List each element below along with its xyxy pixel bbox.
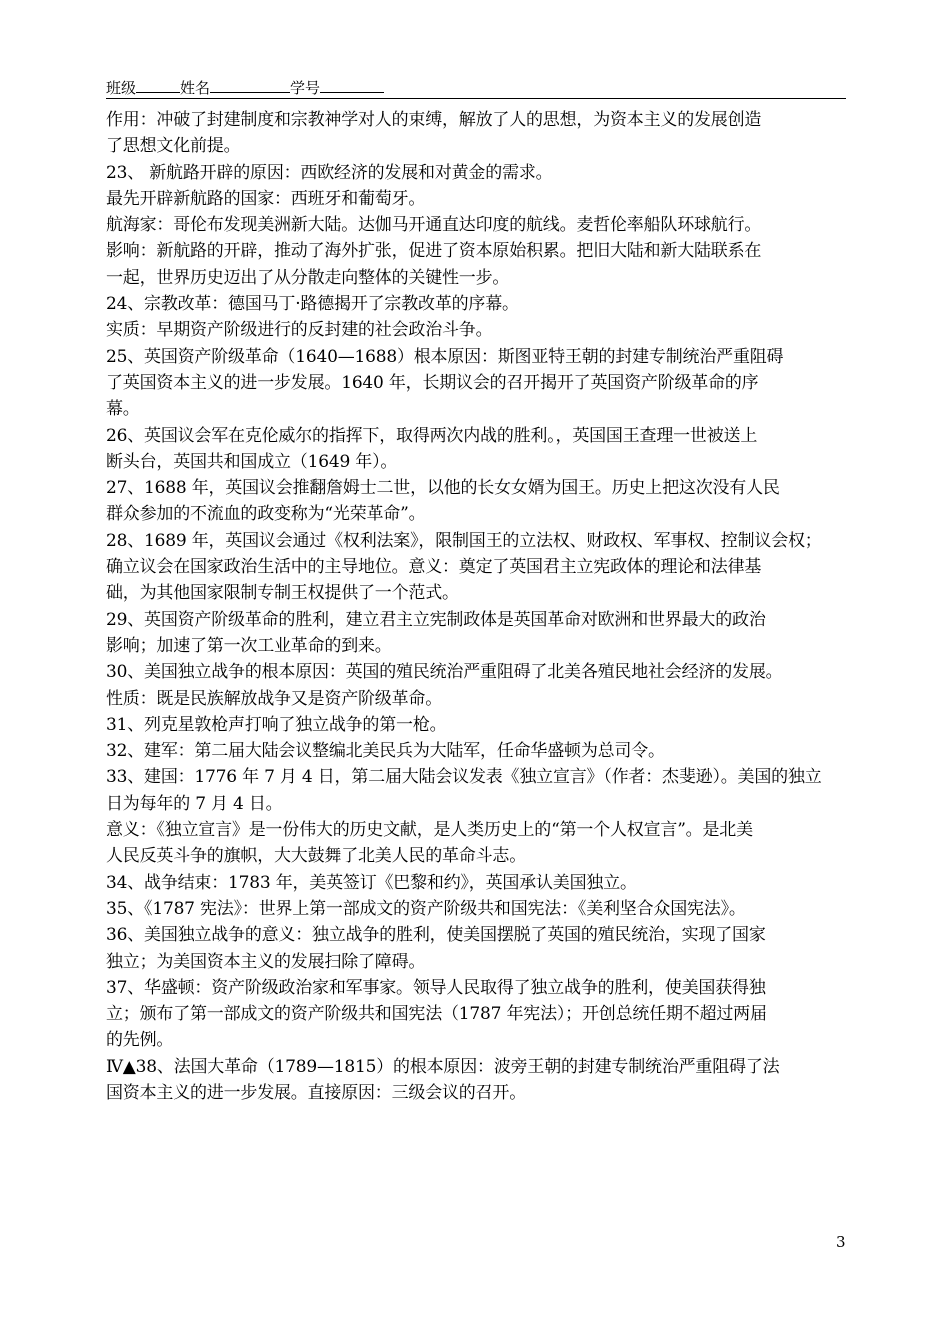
text-line: 性质：既是民族解放战争又是资产阶级革命。: [106, 688, 442, 709]
text-line: 幕。: [106, 399, 140, 420]
text-line: 的先例。: [106, 1030, 174, 1051]
text-line: 影响；加速了第一次工业革命的到来。: [106, 635, 392, 656]
page-header: [106, 78, 846, 99]
text-line: 实质：早期资产阶级进行的反封建的社会政治斗争。: [106, 320, 493, 341]
text-line: 础，为其他国家限制专制王权提供了一个范式。: [106, 583, 459, 604]
text-line: 日为每年的 7 月 4 日。: [106, 793, 283, 814]
text-line: 31、列克星敦枪声打响了独立战争的第一枪。: [106, 714, 447, 735]
text-line: 25、英国资产阶级革命（1640—1688）根本原因：斯图亚特王朝的封建专制统治严重阻碍: [106, 346, 784, 367]
text-line: 最先开辟新航路的国家：西班牙和葡萄牙。: [106, 188, 426, 209]
text-line: 32、建军：第二届大陆会议整编北美民兵为大陆军，任命华盛顿为总司令。: [106, 741, 665, 762]
id-blank: [320, 78, 384, 93]
text-line: 34、战争结束：1783 年，美英签订《巴黎和约》，英国承认美国独立。: [106, 872, 637, 893]
text-line: 30、美国独立战争的根本原因：英国的殖民统治严重阻碍了北美各殖民地社会经济的发展。: [106, 662, 783, 683]
text-line: 群众参加的不流血的政变称为“光荣革命”。: [106, 504, 426, 525]
text-line: 23、 新航路开辟的原因：西欧经济的发展和对黄金的需求。: [106, 162, 553, 183]
text-line: 独立；为美国资本主义的发展扫除了障碍。: [106, 951, 426, 972]
text-line: 立；颁布了第一部成文的资产阶级共和国宪法（1787 年宪法）；开创总统任期不超过两届: [106, 1004, 767, 1025]
text-line: 33、建国：1776 年 7 月 4 日，第二届大陆会议发表《独立宣言》（作者：杰斐逊）。美国的独立: [106, 767, 822, 788]
id-label: 学号: [290, 79, 321, 97]
text-line: 28、1689 年，英国议会通过《权利法案》，限制国王的立法权、财政权、军事权、控制议会权；: [106, 530, 822, 551]
text-line: 36、美国独立战争的意义：独立战争的胜利，使美国摆脱了英国的殖民统治，实现了国家: [106, 925, 766, 946]
class-label: 班级: [106, 79, 137, 97]
text-line: 作用：冲破了封建制度和宗教神学对人的束缚，解放了人的思想，为资本主义的发展创造: [106, 110, 762, 130]
text-line: 了英国资本主义的进一步发展。1640 年，长期议会的召开揭开了英国资产阶级革命的序: [106, 372, 759, 393]
text-line: 航海家：哥伦布发现美洲新大陆。达伽马开通直达印度的航线。麦哲伦率船队环球航行。: [106, 215, 762, 236]
text-line: 一起，世界历史迈出了从分散走向整体的关键性一步。: [106, 267, 510, 288]
name-label: 姓名: [180, 79, 211, 97]
text-line: Ⅳ▲38、法国大革命（1789—1815）的根本原因：波旁王朝的封建专制统治严重阻碍了法: [106, 1056, 780, 1077]
text-line: 26、英国议会军在克伦威尔的指挥下，取得两次内战的胜利。，英国国王查理一世被送上: [106, 425, 758, 446]
text-line: 意义：《独立宣言》是一份伟大的历史文献，是人类历史上的“第一个人权宣言”。是北美: [106, 820, 753, 841]
document-body: [106, 107, 854, 1106]
text-line: 27、1688 年，英国议会推翻詹姆士二世，以他的长女女婿为国王。历史上把这次没有人民: [106, 478, 780, 499]
text-line: 37、华盛顿：资产阶级政治家和军事家。领导人民取得了独立战争的胜利，使美国获得独: [106, 977, 766, 998]
text-line: 35、《1787 宪法》：世界上第一部成文的资产阶级共和国宪法：《美利坚合众国宪法》。: [106, 898, 746, 919]
text-line: 断头台，英国共和国成立（1649 年）。: [106, 451, 398, 472]
text-line: 确立议会在国家政治生活中的主导地位。意义：奠定了英国君主立宪政体的理论和法律基: [106, 557, 762, 578]
text-line: 人民反英斗争的旗帜，大大鼓舞了北美人民的革命斗志。: [106, 846, 526, 867]
text-line: 24、宗教改革：德国马丁·路德揭开了宗教改革的序幕。: [106, 294, 519, 315]
text-line: 国资本主义的进一步发展。直接原因：三级会议的召开。: [106, 1082, 526, 1103]
page-number: 3: [836, 1233, 846, 1251]
class-blank: [136, 78, 180, 93]
text-line: 29、英国资产阶级革命的胜利，建立君主立宪制政体是英国革命对欧洲和世界最大的政治: [106, 609, 766, 630]
text-line: 影响：新航路的开辟，推动了海外扩张，促进了资本原始积累。把旧大陆和新大陆联系在: [106, 241, 762, 262]
text-line: 了思想文化前提。: [106, 136, 241, 157]
name-blank: [210, 78, 290, 93]
